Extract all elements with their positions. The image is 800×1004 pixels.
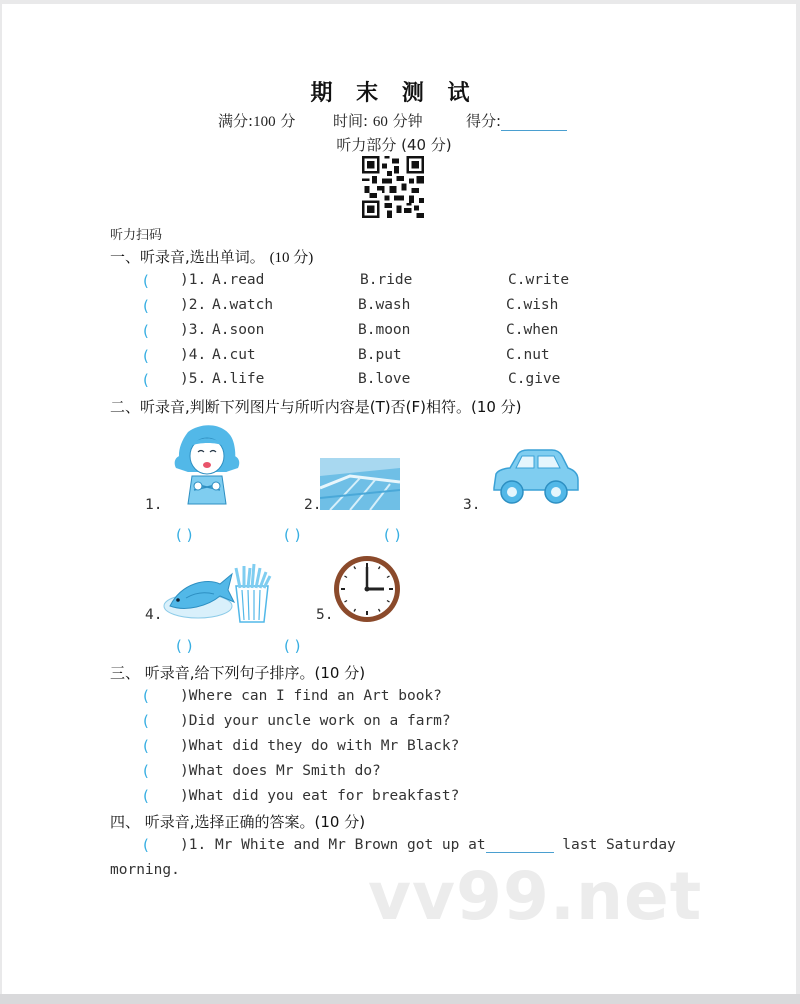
option-b: B.put [358,347,402,363]
answer-blank[interactable] [486,838,554,853]
list-item: )What did they do with Mr Black? [180,738,460,754]
option-a: A.life [212,371,265,387]
picture-label: 3. [463,497,481,513]
option-a: A.watch [212,297,274,313]
list-item [143,346,149,365]
option-b: B.moon [358,322,411,338]
section1-title: 一、听录音,选出单词。 (10 分) [110,248,314,266]
picture-label: 4. [145,607,163,623]
answer-bracket[interactable]: ( [143,737,149,755]
answer-bracket[interactable]: ( [143,371,149,389]
time-limit: 时间: 60 分钟 [333,112,423,130]
list-item [143,321,149,340]
field-picture-icon [320,458,400,510]
option-b: B.wash [358,297,411,313]
option-a: A.soon [212,322,265,338]
option-c: C.nut [506,347,550,363]
answer-bracket[interactable]: ( [143,322,149,340]
answer-bracket[interactable]: ( [143,687,149,705]
item-number: )4. [180,347,207,363]
list-item: )What did you eat for breakfast? [180,788,460,804]
option-b: B.love [358,371,411,387]
listening-header: 听力部分 (40 分) [336,136,452,154]
option-a: A.cut [212,347,256,363]
fish-and-chips-picture-icon [162,562,274,624]
answer-bracket[interactable]: ( [143,272,149,290]
list-item [143,271,149,290]
section2-title: 二、听录音,判断下列图片与所听内容是(T)否(F)相符。(10 分) [110,398,522,416]
item-number: )5. [180,371,207,387]
car-picture-icon [488,448,580,508]
girl-picture-icon [168,424,246,506]
picture-label: 1. [145,497,163,513]
list-item: )What does Mr Smith do? [180,763,381,779]
option-c: C.wish [506,297,559,313]
option-b: B.ride [360,272,413,288]
option-a: A.read [212,272,265,288]
answer-bracket[interactable]: ( [143,347,149,365]
option-c: C.give [508,371,561,387]
item-number: )2. [180,297,207,313]
list-item [143,370,149,389]
answer-bracket[interactable]: ( [143,712,149,730]
answer-bracket[interactable]: ( [143,787,149,805]
list-item: )Where can I find an Art book? [180,688,442,704]
answer-bracket[interactable]: ( [143,762,149,780]
watermark: vv99.net [368,858,703,935]
answer-bracket[interactable]: ( ) [176,526,193,544]
item-number: )1. [180,272,207,288]
answer-bracket[interactable]: ( [143,297,149,315]
viewer-bottom-bar [0,994,800,1004]
list-item [143,296,149,315]
question-text: )1. Mr White and Mr Brown got up at last Saturday [180,837,676,853]
picture-label: 2. [304,497,322,513]
picture-label: 5. [316,607,334,623]
list-item: )Did your uncle work on a farm? [180,713,451,729]
clock-picture-icon [332,554,402,624]
answer-bracket[interactable]: ( ) [284,637,301,655]
section4-title: 四、 听录音,选择正确的答案。(10 分) [110,813,366,831]
option-c: C.write [508,272,570,288]
option-c: C.when [506,322,559,338]
answer-bracket[interactable]: ( [143,836,149,854]
answer-bracket[interactable]: ( ) [176,637,193,655]
full-score: 满分:100 分 [218,112,296,130]
qr-caption: 听力扫码 [110,228,163,243]
score-field: 得分: [466,110,567,131]
item-number: )3. [180,322,207,338]
section3-title: 三、 听录音,给下列句子排序。(10 分) [110,664,366,682]
answer-bracket[interactable]: ( ) [384,526,401,544]
qr-code-icon[interactable] [362,156,424,218]
exam-title: 期 末 测 试 [310,81,478,106]
score-blank[interactable] [501,116,567,131]
answer-bracket[interactable]: ( ) [284,526,301,544]
question-text-continued: morning. [110,862,180,878]
